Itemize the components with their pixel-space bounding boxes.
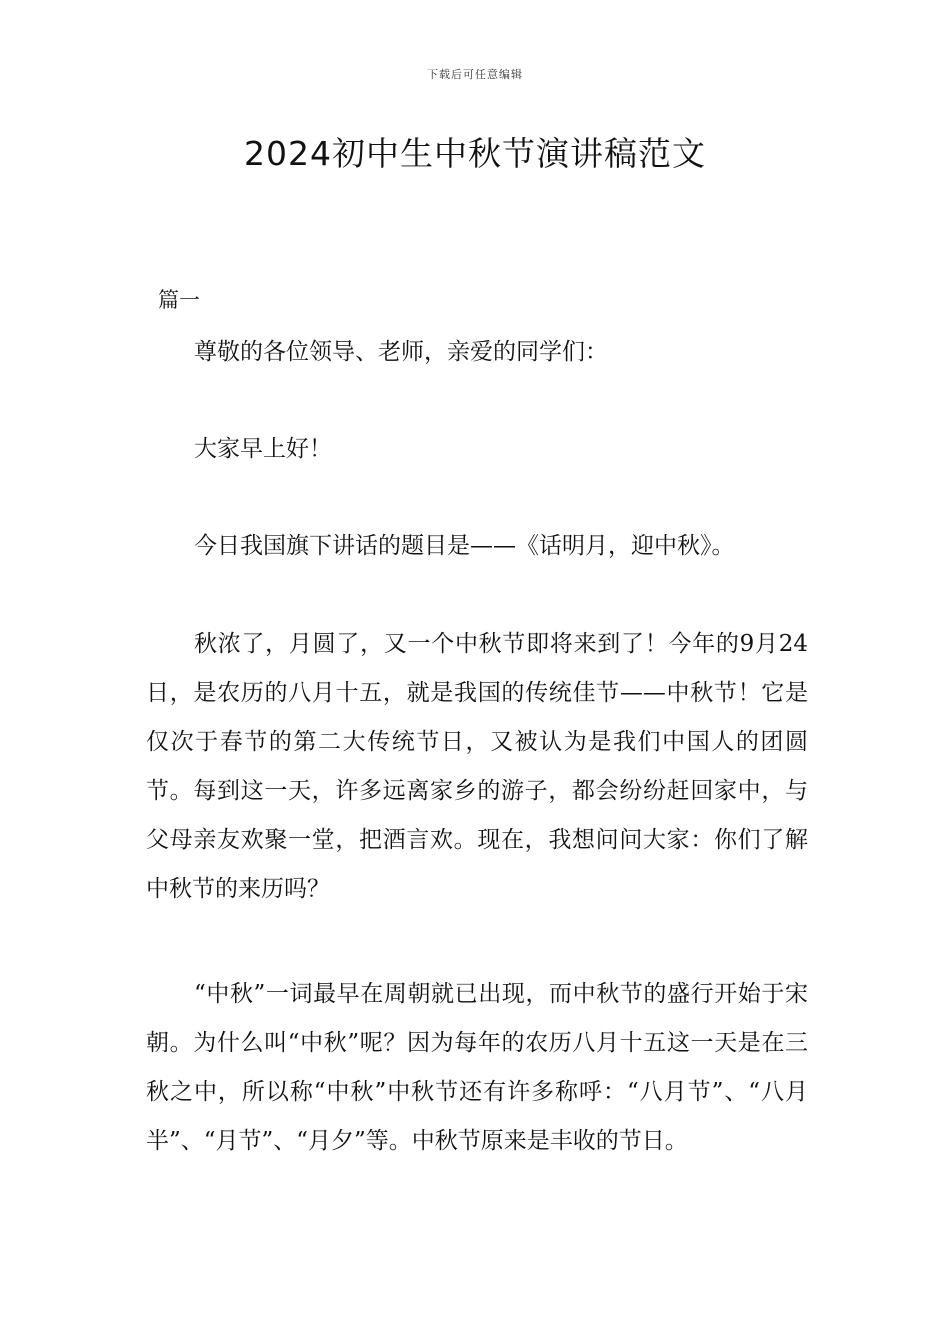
paragraph-topic: 今日我国旗下讲话的题目是——《话明月，迎中秋》。 [194, 533, 735, 559]
header-note: 下载后可任意编辑 [427, 68, 523, 81]
paragraph-festival-origin: “中秋”一词最早在周朝就已出现，而中秋节的盛行开始于宋朝。为什么叫“中秋”呢？因为每年的农历八月十五这一天是在三秋之中，所以称“中秋”中秋节还有许多称呼：“八月节”、“八月半”、“月节”、“月夕”等。中秋节原来是丰收的节日。 [146, 981, 808, 1154]
document-title: 2024初中生中秋节演讲稿范文 [244, 134, 706, 173]
paragraph-greeting: 尊敬的各位领导、老师，亲爱的同学们： [194, 339, 608, 365]
paragraph-festival-intro: 秋浓了，月圆了，又一个中秋节即将来到了！今年的9月24日，是农历的八月十五，就是我国的传统佳节——中秋节！它是仅次于春节的第二大传统节日，又被认为是我们中国人的团圆节。每到这一天，许多远离家乡的游子，都会纷纷赶回家中，与父母亲友欢聚一堂，把酒言欢。现在，我想问问大家：你们了解中秋节的来历吗？ [146, 631, 808, 902]
section-label: 篇一 [158, 288, 200, 312]
paragraph-good-morning: 大家早上好！ [194, 436, 332, 462]
